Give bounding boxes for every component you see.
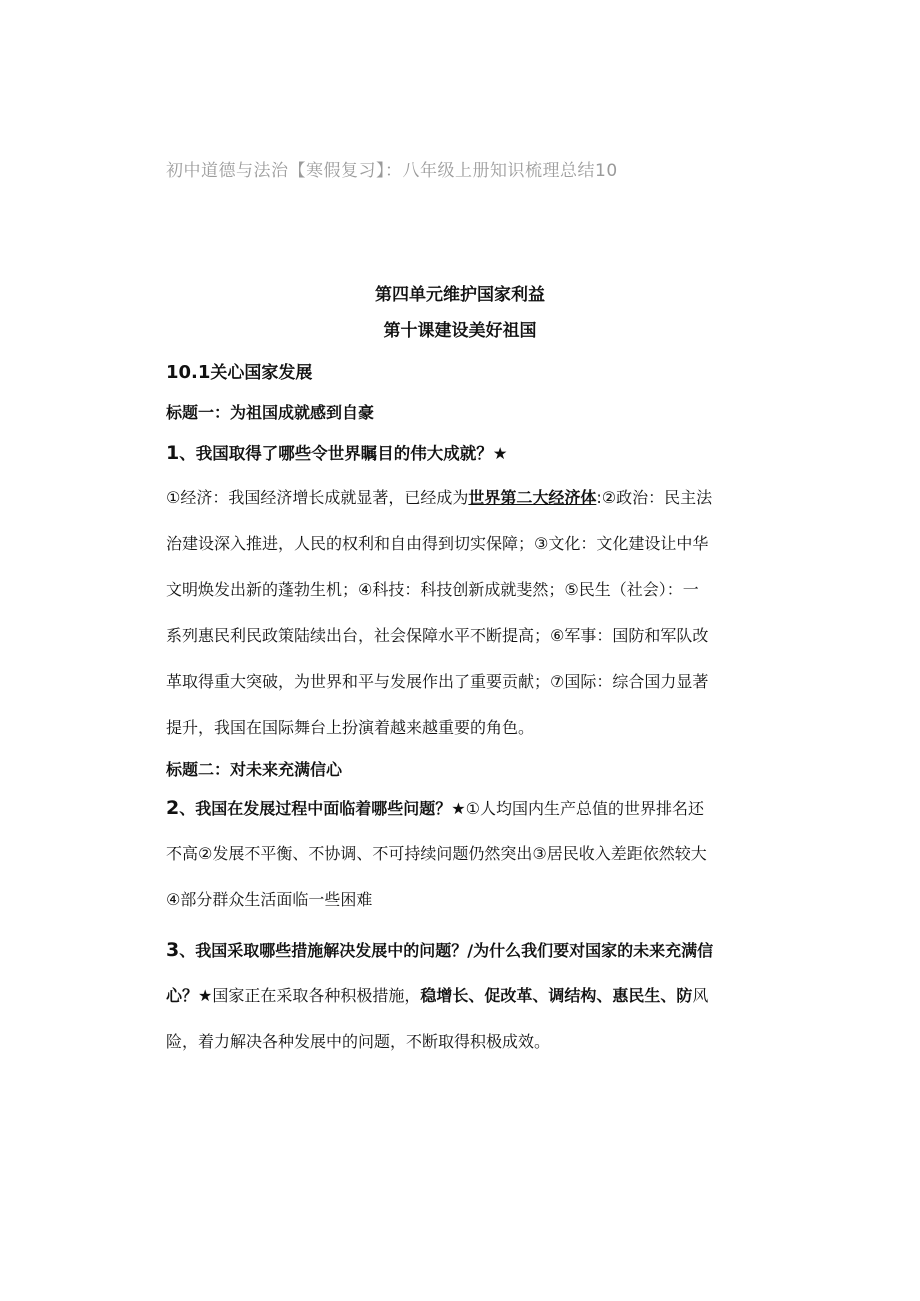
topic-heading-1: 标题一：为祖国成就感到自豪 — [166, 403, 375, 422]
question-3-heading: 、我国采取哪些措施解决发展中的问题？/为什么我们要对国家的未来充满信 — [179, 941, 714, 960]
answer-3-measures: 稳增长、促改革、调结构、惠民生、防 — [420, 986, 693, 1005]
unit-title: 第四单元维护国家利益 — [375, 285, 545, 305]
answer-1-line: 系列惠民利民政策陆续出台，社会保障水平不断提高；⑥军事：国防和军队改 — [166, 626, 709, 645]
topic-heading-2: 标题二：对未来充满信心 — [166, 760, 343, 779]
question-3-line — [166, 938, 756, 984]
answer-2-line: 不高②发展不平衡、不协调、不可持续问题仍然突出③居民收入差距依然较大 — [166, 844, 707, 863]
answer-2-line1-text: ①人均国内生产总值的世界排名还 — [465, 799, 704, 818]
answer-3 — [166, 938, 756, 1076]
answer-3-line: 险，着力解决各种发展中的问题，不断取得积极成效。 — [166, 1032, 551, 1051]
answer-1-line — [166, 486, 756, 532]
answer-3-text-end: 风 — [692, 986, 709, 1005]
answer-1-line1-rest: :②政治：民主法 — [596, 488, 713, 507]
question-1-heading — [166, 440, 508, 464]
answer-3-text: 国家正在采取各种积极措施， — [212, 986, 421, 1005]
question-3-number: 3 — [166, 939, 180, 961]
question-2-number: 2 — [166, 797, 180, 819]
section-title: 关心国家发展 — [210, 363, 313, 383]
answer-1-line: 提升，我国在国际舞台上扮演着越来越重要的角色。 — [166, 718, 535, 737]
answer-1-highlight: 世界第二大经济体 — [468, 488, 597, 507]
answer-2-line: ④部分群众生活面临一些困难 — [166, 890, 373, 909]
answer-1-line: 文明焕发出新的蓬勃生机；④科技：科技创新成就斐然；⑤民生（社会）：一 — [166, 580, 699, 599]
question-3-heading-end: 心？★ — [166, 986, 213, 1005]
question-2-line — [166, 796, 756, 842]
lesson-title: 第十课建设美好祖国 — [383, 321, 537, 341]
answer-1 — [166, 486, 756, 762]
question-2-heading: 、我国在发展过程中面临着哪些问题？★ — [179, 799, 466, 818]
section-number: 10.1 — [166, 362, 211, 383]
page-title: 初中道德与法治【寒假复习】：八年级上册知识梳理总结10 — [166, 161, 618, 181]
question-1-number: 1 — [166, 442, 180, 464]
answer-3-line — [166, 984, 756, 1030]
section-heading — [166, 358, 312, 383]
answer-1-line1-text: ①经济：我国经济增长成就显著，已经成为 — [166, 488, 469, 507]
answer-1-line: 治建设深入推进，人民的权利和自由得到切实保障；③文化：文化建设让中华 — [166, 534, 709, 553]
question-1-text: 、我国取得了哪些令世界瞩目的伟大成就？★ — [179, 444, 508, 463]
answer-1-line: 革取得重大突破，为世界和平与发展作出了重要贡献；⑦国际：综合国力显著 — [166, 672, 709, 691]
answer-2 — [166, 796, 756, 934]
